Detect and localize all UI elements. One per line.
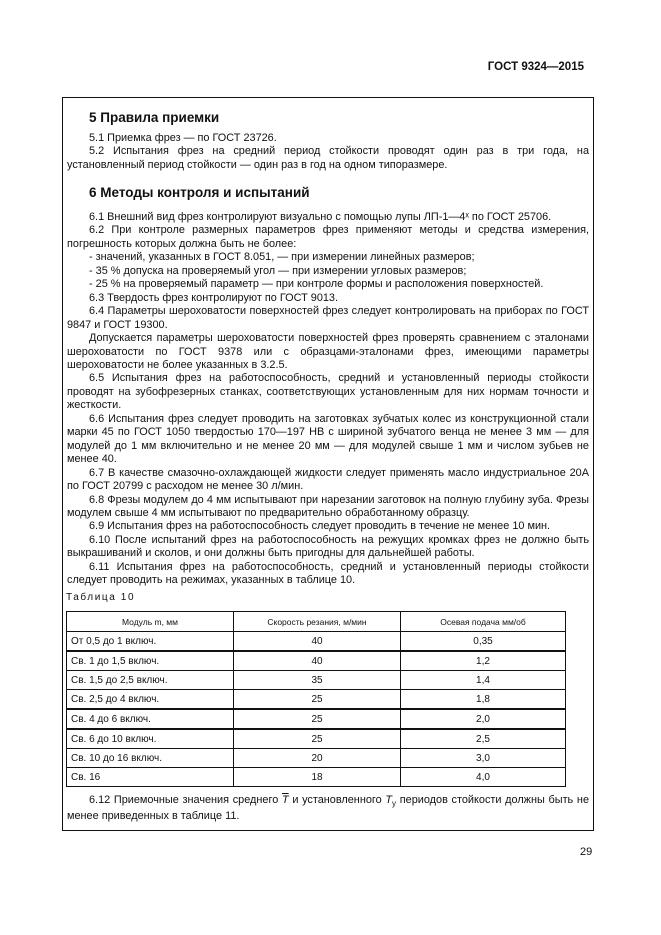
paragraph: 6.1 Внешний вид фрез контролируют визуально с помощью лупы ЛП-1—4ˣ по ГОСТ 25706.: [89, 211, 552, 223]
paragraph-6-12: 6.12 Приемочные значения среднего $\overline{T}$ и установленного $T_у$ периодов стойкости должны быть не менее приведенных в таблице 11.: [67, 794, 589, 823]
section-6-body: [67, 211, 589, 588]
table-cell: Св. 16: [67, 768, 234, 787]
table-cell: 1,2: [401, 651, 566, 671]
paragraph: 6.11 Испытания фрез на работоспособность, средний и установленный периоды стойкости следует проводить на режимах, указанных в таблице 10.: [67, 560, 589, 587]
paragraph: 6.6 Испытания фрез следует проводить на заготовках зубчатых колес из конструкционной стали марки 45 по ГОСТ 1050 твердостью 170—197 НВ с шириной зубчатого венца не менее 3 мм — для модулей до 1 мм включительно и не менее 20 мм — для модулей свыше 1 мм и числом зубьев не менее 40.: [67, 412, 589, 466]
table-cell: 40: [234, 632, 401, 652]
table-cell: 2,0: [401, 709, 566, 729]
table-row: [67, 709, 566, 729]
paragraph: 6.9 Испытания фрез на работоспособность следует проводить в течение не менее 10 мин.: [89, 520, 551, 533]
section-6-title: 6 Методы контроля и испытаний: [89, 185, 310, 200]
table-cell: 3,0: [401, 749, 566, 768]
paragraph: Допускается параметры шероховатости поверхностей фрез проверять сравнением с эталонами шероховатости по ГОСТ 9378 или с образцами-эталонами фрез, имеющими параметры шероховатости не более указанных в 3.2.5.: [67, 332, 589, 371]
table-row: [67, 768, 566, 787]
table-row: [67, 632, 566, 652]
paragraph: 5.2 Испытания фрез на средний период стойкости проводят один раз в три года, на установленный период стойкости — один раз в год на одном типоразмере.: [67, 145, 589, 171]
table-row: [67, 690, 566, 710]
table-row: [67, 671, 566, 690]
table-caption: Таблица 10: [66, 592, 136, 603]
paragraph: 6.8 Фрезы модулем до 4 мм испытывают при нарезании заготовок на полную глубину зуба. Фрезы модулем свыше 4 мм испытывают по предварительно обработанному образцу.: [67, 493, 589, 519]
table-cell: 25: [234, 729, 401, 749]
paragraph: 6.7 В качестве смазочно-охлаждающей жидкости следует применять масло индустриальное 20А по ГОСТ 20799 с расходом не менее 30 л/мин.: [67, 466, 589, 493]
table-cell: 2,5: [401, 729, 566, 749]
table-cell: 18: [234, 768, 401, 787]
table-cell: 25: [234, 690, 401, 710]
table-cell: 4,0: [401, 768, 566, 787]
column-header: Осевая подача мм/об: [401, 612, 566, 632]
column-header: Скорость резания, м/мин: [234, 612, 401, 632]
table-cell: 20: [234, 749, 401, 768]
table-cell: Св. 4 до 6 включ.: [67, 709, 234, 729]
table-cell: От 0,5 до 1 включ.: [67, 632, 234, 652]
column-header: Модуль m, мм: [67, 612, 234, 632]
table-cell: Св. 2,5 до 4 включ.: [67, 690, 234, 710]
table-row: [67, 729, 566, 749]
table-10: [66, 611, 566, 787]
table-cell: Св. 10 до 16 включ.: [67, 749, 234, 768]
table-cell: 1,4: [401, 671, 566, 690]
table-cell: Св. 1,5 до 2,5 включ.: [67, 671, 234, 690]
table-header-row: [67, 612, 566, 632]
table-cell: Св. 6 до 10 включ.: [67, 729, 234, 749]
paragraph: 6.10 После испытаний фрез на работоспособность на режущих кромках фрез не должно быть выкрашиваний и сколов, и они должны быть пригодны для дальнейшей работы.: [67, 533, 589, 560]
table-cell: 35: [234, 671, 401, 690]
table-cell: 1,8: [401, 690, 566, 710]
document-id: ГОСТ 9324—2015: [487, 61, 584, 73]
paragraph: 6.3 Твердость фрез контролируют по ГОСТ 9013.: [89, 291, 339, 304]
paragraph: 6.2 При контроле размерных параметров фрез применяют методы и средства измерения, погрешность которых должна быть не более:: [67, 224, 589, 250]
paragraph: 6.4 Параметры шероховатости поверхностей фрез следует контролировать на приборах по ГОСТ 9847 и ГОСТ 19300.: [67, 305, 589, 331]
list-item: - 35 % допуска на проверяемый угол — при измерении угловых размеров;: [89, 264, 467, 277]
table-cell: 25: [234, 709, 401, 729]
table-cell: 40: [234, 651, 401, 671]
list-item: - 25 % на проверяемый параметр — при контроле формы и расположения поверхностей.: [89, 278, 544, 291]
table-row: [67, 651, 566, 671]
table-cell: 0,35: [401, 632, 566, 652]
t-mean-symbol: $\overline{T}$: [281, 794, 289, 806]
section-5-body: [67, 132, 589, 172]
section-5-title: 5 Правила приемки: [89, 110, 220, 125]
table-row: [67, 749, 566, 768]
t-set-symbol: T: [385, 794, 393, 806]
table-cell: Св. 1 до 1,5 включ.: [67, 651, 234, 671]
paragraph: 5.1 Приемка фрез — по ГОСТ 23726.: [89, 132, 277, 144]
paragraph: 6.5 Испытания фрез на работоспособность, средний и установленный периоды стойкости проводят на зубофрезерных станках, соответствующих установленным для них нормам точности и жесткости.: [67, 372, 589, 412]
list-item: - значений, указанных в ГОСТ 8.051, — при измерении линейных размеров;: [89, 251, 475, 264]
page-number: 29: [580, 846, 593, 858]
